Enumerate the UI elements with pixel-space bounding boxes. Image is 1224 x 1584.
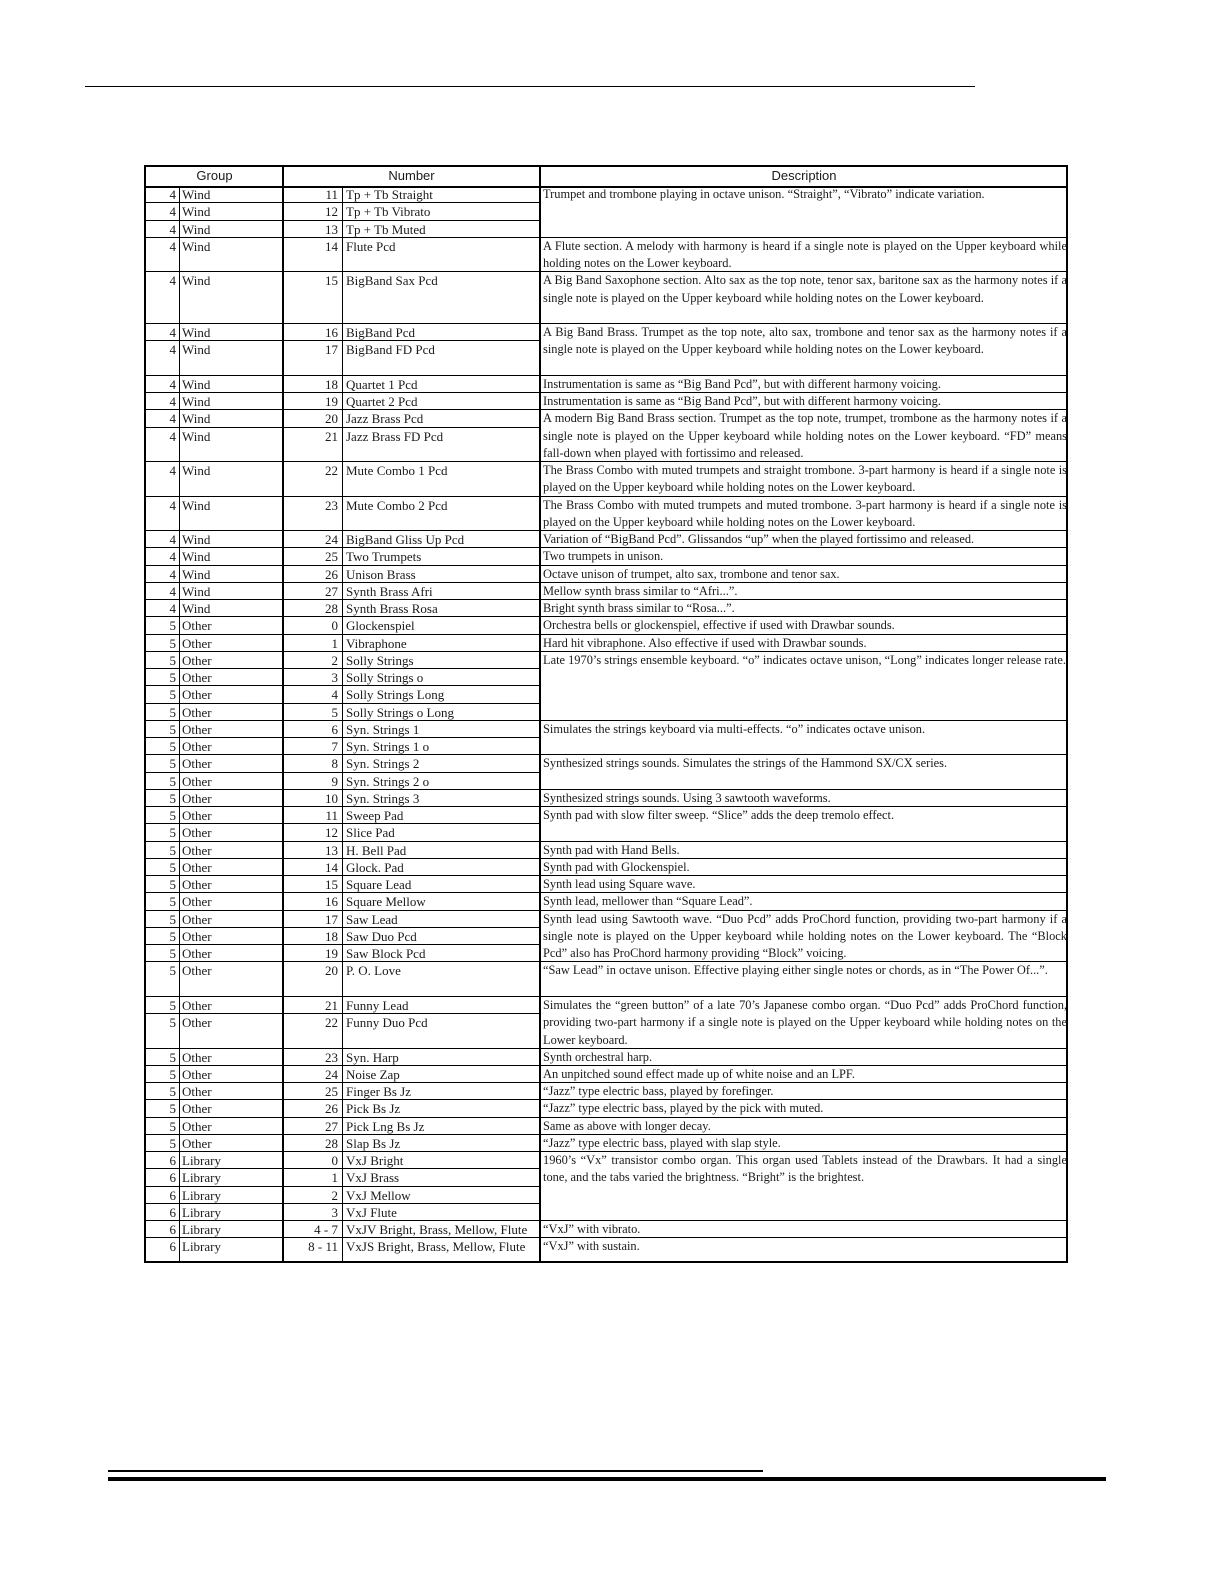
group-name: Wind xyxy=(182,325,211,340)
description-text: Synth lead using Sawtooth wave. “Duo Pcd” adds ProChord function, providing two-part harmony if a single note is played on the Upper keyboard while holding notes on the Lower keyboard. The “Block Pcd” also has ProChord harmony providing “Block” voicing. xyxy=(543,911,1067,961)
tone-name: Glock. Pad xyxy=(346,859,404,875)
group-name: Library xyxy=(182,1239,221,1255)
tone-name: Vibraphone xyxy=(346,635,407,651)
tone-name: Synth Brass Rosa xyxy=(346,601,438,616)
group-number: 5 xyxy=(169,652,176,668)
group-name: Wind xyxy=(182,187,211,202)
tone-number: 19 xyxy=(325,946,338,961)
group-number: 4 xyxy=(169,273,176,289)
description-text: Mellow synth brass similar to “Afri...”. xyxy=(543,583,738,598)
tone-name: Pick Bs Jz xyxy=(346,1101,401,1117)
group-number: 5 xyxy=(169,946,176,961)
tone-name: Saw Duo Pcd xyxy=(346,928,417,944)
footer-rule-thick xyxy=(108,1477,1106,1481)
description-text: A modern Big Band Brass section. Trumpet as the top note, trumpet, trombone as the harmony notes if a single note is played on the Upper keyboard while holding notes on the Lower keyboard. “FD” means fall-down when played with fortissimo and released. xyxy=(543,411,1067,461)
group-number: 6 xyxy=(169,1153,176,1168)
group-number: 5 xyxy=(169,739,176,754)
group-number: 5 xyxy=(169,842,176,858)
group-name: Wind xyxy=(182,342,211,358)
tone-number: 21 xyxy=(325,428,338,444)
description-text: Simulates the “green button” of a late 70’s Japanese combo organ. “Duo Pcd” adds ProChord function, providing two-part harmony if a single note is played on the Upper keyboard while holding notes on the Lower keyboard. xyxy=(543,997,1067,1047)
group-name: Other xyxy=(182,1118,212,1134)
tone-number: 22 xyxy=(325,1015,338,1030)
description-text: 1960’s “Vx” transistor combo organ. This organ used Tablets instead of the Drawbars. It had a single tone, and the tabs varied the brightness. “Bright” is the brightest. xyxy=(543,1153,1067,1185)
tone-name: BigBand Pcd xyxy=(346,325,415,340)
group-number: 4 xyxy=(169,463,176,478)
tone-name: Syn. Strings 1 xyxy=(346,721,420,737)
description-text: Synth pad with slow filter sweep. “Slice” adds the deep tremolo effect. xyxy=(543,808,895,822)
tone-number: 2 xyxy=(331,652,338,668)
tone-number: 4 xyxy=(331,687,338,703)
group-number: 4 xyxy=(169,601,176,616)
tone-name: Square Mellow xyxy=(346,894,426,910)
tone-name: Slap Bs Jz xyxy=(346,1135,401,1151)
group-name: Other xyxy=(182,721,212,737)
tone-number: 24 xyxy=(325,532,338,547)
tone-number: 11 xyxy=(325,808,338,823)
group-name: Other xyxy=(182,963,212,979)
tone-number: 18 xyxy=(325,376,338,392)
tone-number: 0 xyxy=(331,1153,338,1168)
tone-number: 9 xyxy=(331,773,338,789)
description-text: Variation of “BigBand Pcd”. Glissandos “up” when the played fortissimo and released. xyxy=(543,532,975,546)
group-number: 4 xyxy=(169,549,176,565)
group-name: Wind xyxy=(182,463,211,478)
tone-name: Funny Lead xyxy=(346,997,409,1013)
description-text: A Flute section. A melody with harmony is heard if a single note is played on the Upper keyboard while holding notes on the Lower keyboard. xyxy=(543,238,1067,271)
tone-number: 28 xyxy=(325,601,338,616)
tone-name: Funny Duo Pcd xyxy=(346,1015,428,1030)
group-number: 5 xyxy=(169,1066,176,1082)
group-number: 5 xyxy=(169,756,176,772)
group-name: Other xyxy=(182,1049,212,1065)
description-text: Same as above with longer decay. xyxy=(543,1118,711,1133)
description-text: Two trumpets in unison. xyxy=(543,549,664,564)
description-text: An unpitched sound effect made up of white noise and an LPF. xyxy=(543,1066,855,1081)
description-text: Bright synth brass similar to “Rosa...”. xyxy=(543,601,735,615)
tone-number: 17 xyxy=(325,911,338,927)
tone-number: 8 - 11 xyxy=(308,1239,338,1255)
group-name: Other xyxy=(182,1066,212,1082)
description-text: Instrumentation is same as “Big Band Pcd”, but with different harmony voicing. xyxy=(543,376,941,391)
tone-name: Mute Combo 2 Pcd xyxy=(346,497,448,513)
description-text: “VxJ” with sustain. xyxy=(543,1239,640,1254)
tone-name: Finger Bs Jz xyxy=(346,1084,411,1099)
tone-number: 25 xyxy=(325,1084,338,1099)
group-number: 5 xyxy=(169,928,176,944)
group-name: Library xyxy=(182,1204,221,1220)
tone-name: Solly Strings xyxy=(346,652,414,668)
group-name: Wind xyxy=(182,566,211,582)
group-number: 5 xyxy=(169,618,176,634)
tone-number: 8 xyxy=(331,756,338,772)
tone-name: H. Bell Pad xyxy=(346,842,407,858)
group-name: Other xyxy=(182,1135,212,1151)
tone-number: 23 xyxy=(325,1049,338,1065)
description-text: The Brass Combo with muted trumpets and straight trombone. 3-part harmony is heard if a single note is played on the Upper keyboard while holding notes on the Lower keyboard. xyxy=(543,463,1067,495)
group-name: Wind xyxy=(182,238,211,254)
group-number: 5 xyxy=(169,670,176,685)
group-number: 5 xyxy=(169,790,176,806)
group-number: 4 xyxy=(169,325,176,340)
description-text: Synthesized strings sounds. Simulates the strings of the Hammond SX/CX series. xyxy=(543,756,948,771)
tone-number: 26 xyxy=(325,566,338,582)
footer-rule-thin xyxy=(108,1470,763,1472)
tone-name: Square Lead xyxy=(346,877,412,892)
group-number: 5 xyxy=(169,1015,176,1030)
description-text: Synth lead, mellower than “Square Lead”. xyxy=(543,894,753,909)
description-text: Octave unison of trumpet, alto sax, trombone and tenor sax. xyxy=(543,566,840,581)
group-number: 5 xyxy=(169,825,176,841)
tone-number: 18 xyxy=(325,928,338,944)
group-name: Wind xyxy=(182,273,211,289)
group-number: 5 xyxy=(169,911,176,927)
tone-name: Solly Strings o xyxy=(346,670,424,685)
tone-name: Sweep Pad xyxy=(346,808,404,823)
tone-number: 13 xyxy=(325,221,338,237)
tone-name: Noise Zap xyxy=(346,1066,400,1082)
tone-name: Slice Pad xyxy=(346,825,395,841)
tone-name: Syn. Harp xyxy=(346,1049,399,1065)
tone-name: Pick Lng Bs Jz xyxy=(346,1118,425,1134)
group-name: Library xyxy=(182,1222,221,1237)
tone-name: Two Trumpets xyxy=(346,549,422,565)
description-text: Instrumentation is same as “Big Band Pcd”, but with different harmony voicing. xyxy=(543,394,941,408)
group-name: Other xyxy=(182,997,212,1013)
group-name: Other xyxy=(182,652,212,668)
group-name: Wind xyxy=(182,376,211,392)
tone-number: 16 xyxy=(325,325,338,340)
tone-number: 16 xyxy=(325,894,338,910)
tone-name: P. O. Love xyxy=(346,963,401,979)
group-number: 4 xyxy=(169,221,176,237)
tone-name: Syn. Strings 2 o xyxy=(346,773,430,789)
tone-number: 2 xyxy=(331,1187,338,1203)
table-header xyxy=(146,167,1066,188)
tone-name: BigBand FD Pcd xyxy=(346,342,435,358)
tone-number: 17 xyxy=(325,342,338,358)
tone-name: Syn. Strings 1 o xyxy=(346,739,430,754)
group-number: 6 xyxy=(169,1170,176,1186)
group-number: 4 xyxy=(169,238,176,254)
group-number: 4 xyxy=(169,394,176,409)
group-name: Wind xyxy=(182,428,211,444)
group-number: 5 xyxy=(169,773,176,789)
group-name: Other xyxy=(182,825,212,841)
tone-name: Quartet 1 Pcd xyxy=(346,376,418,392)
tone-name: Mute Combo 1 Pcd xyxy=(346,463,448,478)
group-name: Wind xyxy=(182,532,211,547)
tone-name: Syn. Strings 2 xyxy=(346,756,420,772)
group-number: 5 xyxy=(169,877,176,892)
group-name: Other xyxy=(182,618,212,634)
header-rule xyxy=(85,86,975,87)
tone-number: 12 xyxy=(325,825,338,841)
group-number: 5 xyxy=(169,635,176,651)
group-name: Wind xyxy=(182,221,211,237)
tone-name: BigBand Sax Pcd xyxy=(346,273,438,289)
group-number: 5 xyxy=(169,808,176,823)
tone-number: 3 xyxy=(331,670,338,685)
tone-name: BigBand Gliss Up Pcd xyxy=(346,532,465,547)
tone-name: VxJ Mellow xyxy=(346,1187,411,1203)
tone-number: 27 xyxy=(325,583,338,599)
group-number: 5 xyxy=(169,963,176,979)
tone-name: Jazz Brass Pcd xyxy=(346,411,424,427)
group-number: 5 xyxy=(169,687,176,703)
description-text: Simulates the strings keyboard via multi-effects. “o” indicates octave unison. xyxy=(543,721,926,736)
tone-number: 5 xyxy=(331,704,338,720)
tone-number: 3 xyxy=(331,1204,338,1220)
group-name: Other xyxy=(182,756,212,772)
group-number: 5 xyxy=(169,1118,176,1134)
group-number: 5 xyxy=(169,704,176,720)
description-text: Late 1970’s strings ensemble keyboard. “o” indicates octave unison, “Long” indicates longer release rate. xyxy=(543,652,1066,667)
group-number: 4 xyxy=(169,376,176,392)
group-name: Other xyxy=(182,894,212,910)
group-name: Library xyxy=(182,1170,221,1186)
group-name: Library xyxy=(182,1153,221,1168)
tone-number: 28 xyxy=(325,1135,338,1151)
tone-name: Jazz Brass FD Pcd xyxy=(346,428,444,444)
group-name: Library xyxy=(182,1187,221,1203)
description-text: A Big Band Saxophone section. Alto sax as the top note, tenor sax, baritone sax as the harmony notes if a single note is played on the Upper keyboard while holding notes on the Lower keyboard. xyxy=(543,273,1067,305)
description-text: “Saw Lead” in octave unison. Effective playing either single notes or chords, as in “The Power Of...”. xyxy=(543,963,1048,978)
col-divider-description xyxy=(539,167,541,1261)
tone-number: 20 xyxy=(325,411,338,427)
group-name: Other xyxy=(182,1015,212,1030)
tone-name: VxJ Flute xyxy=(346,1204,397,1220)
group-number: 4 xyxy=(169,342,176,358)
group-number: 4 xyxy=(169,428,176,444)
tone-number: 20 xyxy=(325,963,338,979)
group-name: Other xyxy=(182,859,212,875)
group-number: 4 xyxy=(169,566,176,582)
tone-number: 21 xyxy=(325,997,338,1013)
tone-number: 22 xyxy=(325,463,338,478)
group-number: 5 xyxy=(169,1084,176,1099)
tone-number: 26 xyxy=(325,1101,338,1117)
description-text: “Jazz” type electric bass, played with slap style. xyxy=(543,1135,781,1150)
description-text: “Jazz” type electric bass, played by the pick with muted. xyxy=(543,1101,824,1116)
group-number: 6 xyxy=(169,1204,176,1220)
description-text: The Brass Combo with muted trumpets and muted trombone. 3-part harmony is heard if a single note is played on the Upper keyboard while holding notes on the Lower keyboard. xyxy=(543,497,1067,529)
tone-number: 15 xyxy=(325,273,338,289)
description-text: A Big Band Brass. Trumpet as the top note, alto sax, trombone and tenor sax as the harmony notes if a single note is played on the Upper keyboard while holding notes on the Lower keyboard. xyxy=(543,325,1067,357)
header-description: Description xyxy=(771,168,837,183)
tone-name: Tp + Tb Muted xyxy=(346,221,426,237)
group-name: Other xyxy=(182,946,212,961)
group-name: Other xyxy=(182,670,212,685)
group-name: Other xyxy=(182,1101,212,1117)
tone-number: 15 xyxy=(325,877,338,892)
tone-name: Saw Block Pcd xyxy=(346,946,426,961)
header-group: Group xyxy=(196,168,233,183)
group-name: Other xyxy=(182,687,212,703)
description-text: “VxJ” with vibrato. xyxy=(543,1222,641,1236)
tone-name: VxJ Brass xyxy=(346,1170,400,1186)
tone-name: Unison Brass xyxy=(346,566,416,582)
tone-number: 0 xyxy=(331,618,338,634)
group-name: Other xyxy=(182,739,212,754)
group-name: Wind xyxy=(182,394,211,409)
group-name: Other xyxy=(182,704,212,720)
tone-name: Flute Pcd xyxy=(346,238,396,254)
description-text: Synth orchestral harp. xyxy=(543,1049,653,1064)
tone-number: 1 xyxy=(331,635,338,651)
group-name: Wind xyxy=(182,497,211,513)
group-number: 5 xyxy=(169,859,176,875)
description-text: Orchestra bells or glockenspiel, effective if used with Drawbar sounds. xyxy=(543,618,895,633)
tone-number: 19 xyxy=(325,394,338,409)
tone-number: 14 xyxy=(325,238,338,254)
group-number: 5 xyxy=(169,1101,176,1117)
description-text: Synth lead using Square wave. xyxy=(543,877,696,891)
group-number: 6 xyxy=(169,1187,176,1203)
tone-name: Syn. Strings 3 xyxy=(346,790,420,806)
group-number: 4 xyxy=(169,532,176,547)
tone-name: VxJV Bright, Brass, Mellow, Flute xyxy=(346,1222,528,1237)
tone-name: Tp + Tb Vibrato xyxy=(346,204,431,220)
description-text: Synth pad with Glockenspiel. xyxy=(543,859,690,874)
description-text: Synth pad with Hand Bells. xyxy=(543,842,680,857)
group-name: Other xyxy=(182,635,212,651)
group-number: 4 xyxy=(169,187,176,202)
group-number: 4 xyxy=(169,411,176,427)
group-name: Other xyxy=(182,790,212,806)
group-name: Wind xyxy=(182,204,211,220)
group-name: Wind xyxy=(182,601,211,616)
tone-number: 11 xyxy=(325,187,338,202)
tone-name: Quartet 2 Pcd xyxy=(346,394,418,409)
group-number: 4 xyxy=(169,497,176,513)
tone-name: Solly Strings o Long xyxy=(346,704,454,720)
description-text: Trumpet and trombone playing in octave unison. “Straight”, “Vibrato” indicate variation. xyxy=(543,187,985,201)
group-number: 5 xyxy=(169,1049,176,1065)
group-number: 6 xyxy=(169,1222,176,1237)
tone-name: Synth Brass Afri xyxy=(346,583,433,599)
tone-number: 25 xyxy=(325,549,338,565)
group-name: Other xyxy=(182,877,212,892)
group-name: Other xyxy=(182,911,212,927)
tone-number: 13 xyxy=(325,842,338,858)
tone-number: 4 - 7 xyxy=(314,1222,338,1237)
group-number: 5 xyxy=(169,894,176,910)
group-name: Other xyxy=(182,928,212,944)
tone-name: VxJS Bright, Brass, Mellow, Flute xyxy=(346,1239,526,1255)
tone-name: Saw Lead xyxy=(346,911,398,927)
group-number: 4 xyxy=(169,583,176,599)
tone-number: 12 xyxy=(325,204,338,220)
tone-name: VxJ Bright xyxy=(346,1153,404,1168)
description-text: “Jazz” type electric bass, played by forefinger. xyxy=(543,1084,774,1098)
group-number: 6 xyxy=(169,1239,176,1255)
tone-number: 27 xyxy=(325,1118,338,1134)
tone-number: 7 xyxy=(331,739,338,754)
tone-number: 14 xyxy=(325,859,338,875)
description-text: Synthesized strings sounds. Using 3 sawtooth waveforms. xyxy=(543,790,831,805)
tone-name: Tp + Tb Straight xyxy=(346,187,433,202)
tone-number: 6 xyxy=(331,721,338,737)
group-name: Wind xyxy=(182,583,211,599)
group-name: Other xyxy=(182,773,212,789)
tone-number: 23 xyxy=(325,497,338,513)
description-text: Hard hit vibraphone. Also effective if used with Drawbar sounds. xyxy=(543,635,867,650)
tone-table xyxy=(144,165,1068,1263)
group-number: 5 xyxy=(169,997,176,1013)
group-number: 4 xyxy=(169,204,176,220)
tone-name: Solly Strings Long xyxy=(346,687,445,703)
group-name: Other xyxy=(182,808,212,823)
group-name: Other xyxy=(182,842,212,858)
group-name: Wind xyxy=(182,411,211,427)
tone-number: 24 xyxy=(325,1066,338,1082)
tone-name: Glockenspiel xyxy=(346,618,415,634)
tone-number: 10 xyxy=(325,790,338,806)
group-number: 5 xyxy=(169,1135,176,1151)
group-number: 5 xyxy=(169,721,176,737)
tone-number: 1 xyxy=(331,1170,338,1186)
group-name: Other xyxy=(182,1084,212,1099)
group-name: Wind xyxy=(182,549,211,565)
header-number: Number xyxy=(388,168,435,183)
